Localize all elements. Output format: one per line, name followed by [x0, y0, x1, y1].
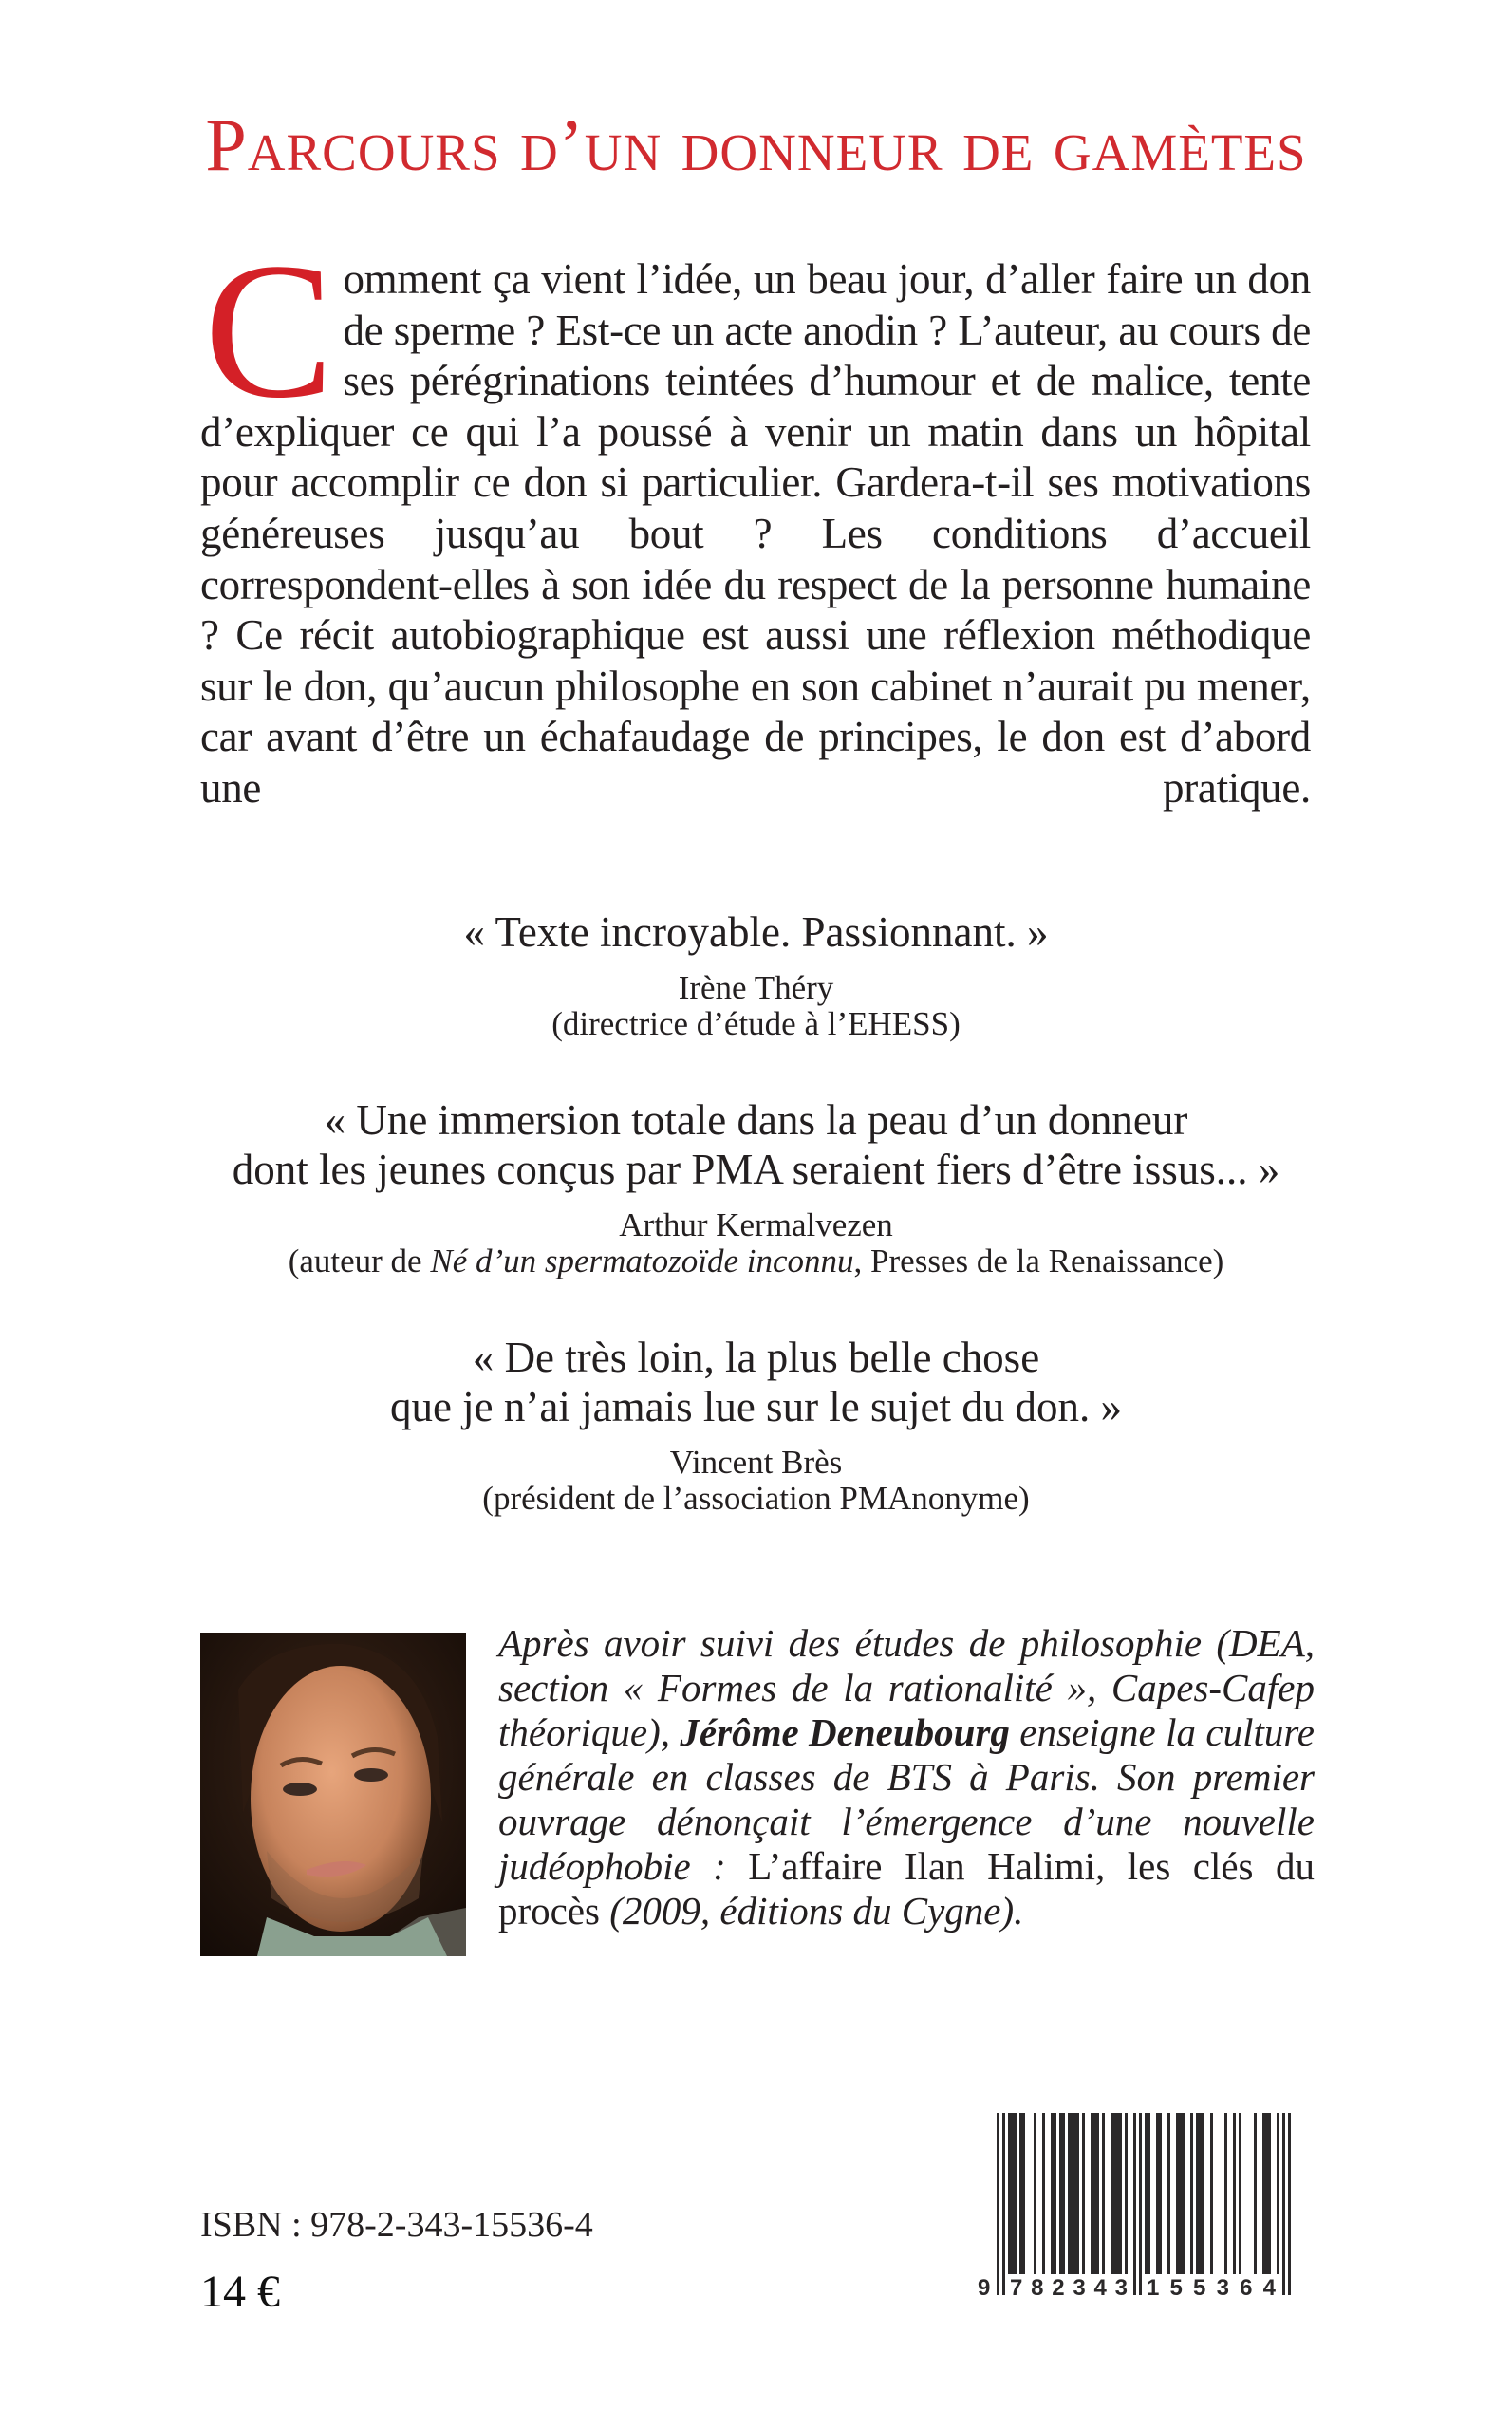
book-title: Parcours d’un donneur de gamètes	[205, 103, 1307, 186]
role-suffix: , Presses de la Renaissance)	[853, 1242, 1224, 1279]
quote-text-line-2: que je n’ai jamais lue sur le sujet du don. »	[389, 1383, 1123, 1430]
isbn: ISBN : 978-2-343-15536-4	[200, 2205, 593, 2245]
blurb	[200, 223, 1311, 814]
quote-text-line-1: « De très loin, la plus belle chose	[472, 1334, 1040, 1381]
blurb-text: omment ça vient l’idée, un beau jour, d’aller faire un don de sperme ? Est-ce un acte anodin ? L’auteur, au cours de ses pérégrinations teintées d’humour et de malice, tente d’expliquer ce qui l’a poussé à venir un matin dans un hôpital pour accomplir ce don si particulier. Gardera-t-il ses motivations généreuses jusqu’au bout ? Les conditions d’accueil correspondent-elles à son idée du respect de la personne humaine ? Ce récit autobiographique est aussi une réflexion méthodique sur le don, qu’aucun philosophe en son cabinet n’aurait pu mener, car avant d’être un échafaudage de principes, le don est d’abord une pratique.	[200, 255, 1311, 812]
price: 14 €	[200, 2267, 280, 2317]
quote-author: Irène Théry	[678, 969, 834, 1006]
review-quote-2	[0, 1095, 1512, 1279]
author-bio	[498, 1621, 1315, 1933]
quote-text-line-2: dont les jeunes conçus par PMA seraient fiers d’être issus... »	[232, 1146, 1280, 1193]
review-quote-3	[0, 1333, 1512, 1517]
quote-text-line-1: « Une immersion totale dans la peau d’un donneur	[324, 1096, 1188, 1144]
role-prefix: (auteur de	[288, 1242, 431, 1279]
barcode	[976, 2113, 1310, 2303]
bio-text-1: Après avoir suivi des études de philosophie (DEA, section « Formes de la rationalité », Capes-Cafep théorique),	[498, 1621, 1315, 1754]
cited-book-title: Né d’un spermatozoïde inconnu	[430, 1242, 854, 1279]
quote-author-role: (président de l’association PMAnonyme)	[482, 1480, 1030, 1517]
ean13-barcode-icon	[976, 2113, 1310, 2303]
drop-cap: C	[204, 223, 334, 439]
author-name: Jérôme Deneubourg	[680, 1710, 1010, 1754]
bio-text-2: enseigne la culture générale en classes de BTS à Paris. Son premier ouvrage dénonçait l’émergence d’une nouvelle judéophobie :	[498, 1710, 1315, 1888]
barcode-right-digits: 155364	[1147, 2275, 1276, 2301]
quote-author-role: (directrice d’étude à l’EHESS)	[551, 1005, 961, 1042]
quote-author: Arthur Kermalvezen	[619, 1206, 893, 1243]
quote-author: Vincent Brès	[669, 1444, 843, 1481]
previous-book-title: L’affaire Ilan Halimi, les clés du procès	[498, 1844, 1315, 1933]
quote-author-role	[0, 1243, 1512, 1279]
quote-text: « Texte incroyable. Passionnant. »	[463, 908, 1049, 956]
author-photo	[200, 1633, 466, 1956]
barcode-first-digit: 9	[978, 2275, 991, 2301]
author-portrait-icon	[200, 1633, 466, 1956]
barcode-left-digits: 782343	[1010, 2275, 1128, 2301]
bio-text-3: (2009, éditions du Cygne).	[600, 1889, 1024, 1933]
review-quote-1	[0, 907, 1512, 1042]
